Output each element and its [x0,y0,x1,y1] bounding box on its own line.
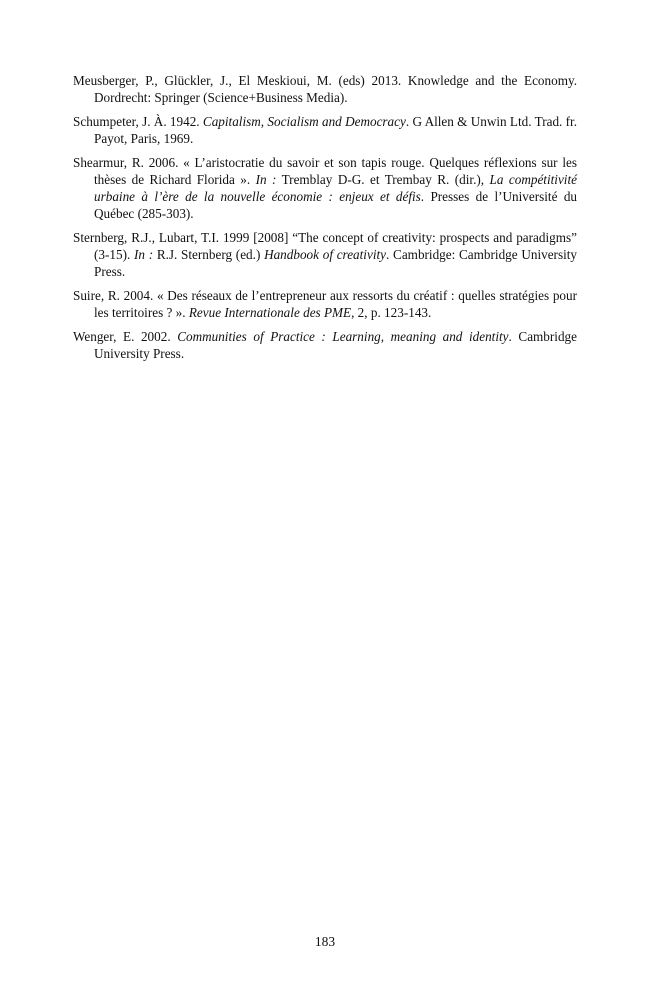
reference-in-italic: In : [255,172,277,187]
reference-entry [73,328,577,362]
reference-text: R.J. Sternberg (ed.) [153,247,265,262]
reference-entry [73,154,577,222]
reference-text: . Presses de l’Université du Québec (285-303). [94,189,578,221]
reference-title-italic: La compétitivité urbaine à l’ère de la nouvelle économie : enjeux et défis [94,172,577,204]
reference-text: . Cambridge: Cambridge University Press. [94,247,577,279]
reference-text: Shearmur, R. 2006. « L’aristocratie du savoir et son tapis rouge. Quelques réflexions sur les thèses de Richard Florida ». [73,155,577,187]
reference-entry [73,72,577,106]
reference-text: . G Allen & Unwin Ltd. Trad. fr. Payot, Paris, 1969. [94,114,577,146]
reference-text: Tremblay D-G. et Trembay R. (dir.), [276,172,490,187]
reference-title-italic: Handbook of creativity [264,247,387,262]
page-number: 183 [314,934,336,949]
reference-text: . Cambridge University Press. [94,329,577,361]
reference-entry [73,229,577,280]
reference-entry [73,287,577,321]
reference-entry [73,113,577,147]
reference-title-italic: Revue Internationale des PME [188,305,352,320]
reference-title-italic: Communities of Practice : Learning, meaning and identity [177,329,509,344]
reference-text: Sternberg, R.J., Lubart, T.I. 1999 [2008] “The concept of creativity: prospects and paradigms” (3-15). [73,230,577,262]
reference-title-italic: Capitalism, Socialism and Democracy [202,114,406,129]
reference-text: Suire, R. 2004. « Des réseaux de l’entrepreneur aux ressorts du créatif : quelles stratégies pour les territoires ? ». [73,288,577,320]
reference-text: Wenger, E. 2002. [73,329,178,344]
reference-text: , 2, p. 123-143. [351,305,432,320]
reference-in-italic: In : [133,247,154,262]
reference-list [73,72,577,369]
reference-text: Meusberger, P., Glückler, J., El Meskioui, M. (eds) 2013. Knowledge and the Economy. Dordrecht: Springer (Science+Business Media). [73,73,577,105]
reference-text: Schumpeter, J. À. 1942. [73,114,203,129]
